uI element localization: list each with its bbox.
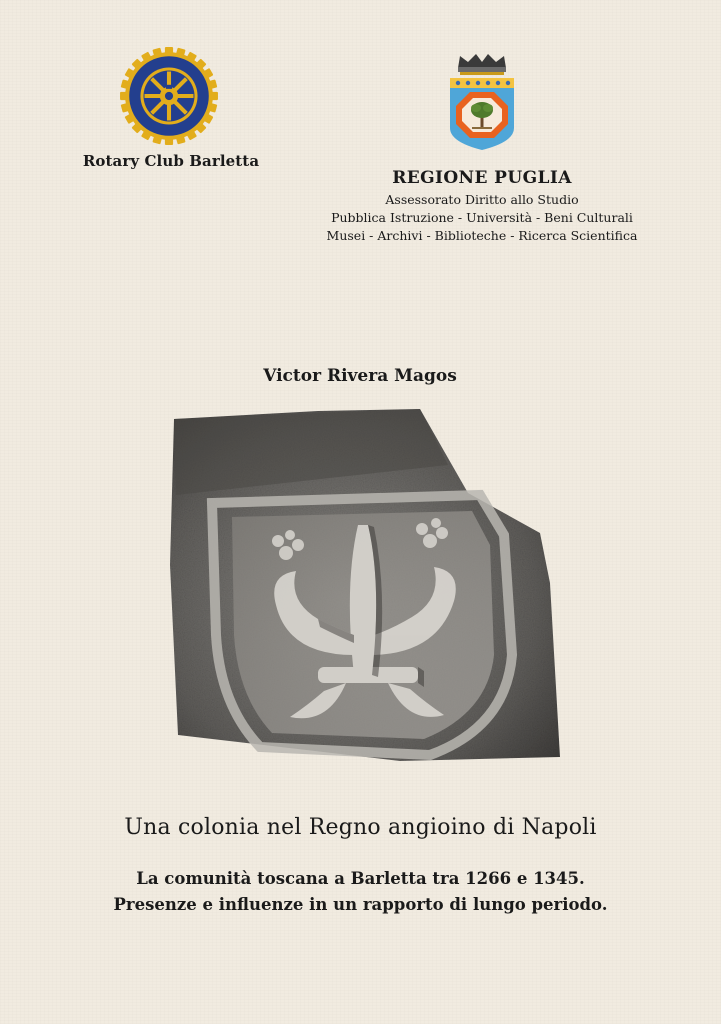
subtitle-line: La comunità toscana a Barletta tra 1266 e 1345.	[136, 869, 585, 888]
regione-line: Assessorato Diritto allo Studio	[385, 192, 579, 207]
book-title: Una colonia nel Regno angioino di Napoli	[124, 815, 597, 840]
subtitle-line: Presenze e influenze in un rapporto di lungo periodo.	[113, 895, 608, 914]
regione-line: Pubblica Istruzione - Università - Beni Culturali	[331, 210, 633, 225]
regione-title: REGIONE PUGLIA	[392, 168, 572, 188]
rotary-wheel-icon	[118, 45, 220, 147]
author-name: Victor Rivera Magos	[263, 366, 457, 386]
book-subtitle	[60, 866, 661, 918]
regione-puglia-coat-of-arms-icon	[446, 50, 518, 154]
fleur-de-lis-stone-relief	[168, 405, 568, 765]
regione-info	[300, 168, 664, 245]
rotary-club-name: Rotary Club Barletta	[82, 152, 260, 170]
regione-line: Musei - Archivi - Biblioteche - Ricerca Scientifica	[326, 228, 638, 243]
